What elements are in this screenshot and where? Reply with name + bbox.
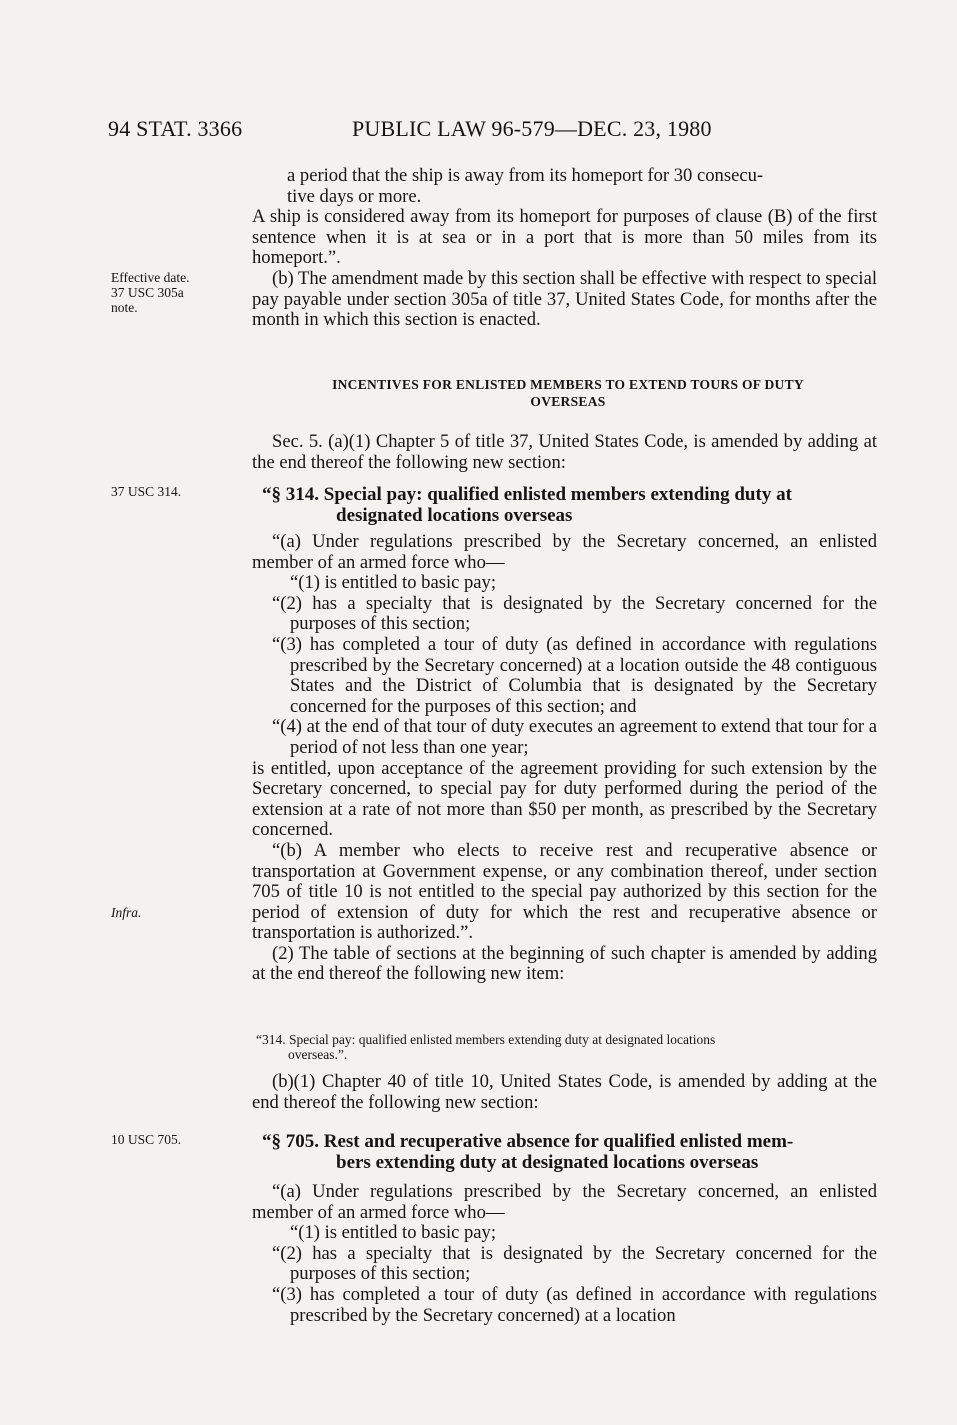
text-block-section-705 <box>252 1182 877 1326</box>
list-item-705-2: “(2) has a specialty that is designated by the Secretary concerned for the purposes of this section; <box>272 1242 877 1285</box>
text-block-sec-b <box>252 1072 877 1113</box>
heading-line: INCENTIVES FOR ENLISTED MEMBERS TO EXTEND TOURS OF DUTY <box>332 377 804 392</box>
paragraph: A ship is considered away from its homeport for purposes of clause (B) of the first sentence when it is at sea or in a port that is more than 50 miles from its homeport.”. <box>252 206 877 269</box>
list-item-314-4: “(4) at the end of that tour of duty executes an agreement to extend that tour for a period of not less than one year; <box>272 716 877 758</box>
section-314-title <box>262 484 877 526</box>
paragraph <box>252 166 877 207</box>
paragraph-314-a: “(a) Under regulations prescribed by the Secretary concerned, an enlisted member of an armed force who— <box>252 531 877 573</box>
text-block-sec5 <box>252 432 877 473</box>
paragraph-effective-date: (b) The amendment made by this section shall be effective with respect to special pay payable under section 305a of title 37, United States Code, for months after the month in which this section is enacted. <box>252 267 877 331</box>
margin-note-line: Effective date. <box>111 270 190 285</box>
section-heading <box>282 376 854 410</box>
list-item-705-1: “(1) is entitled to basic pay; <box>290 1222 497 1244</box>
paragraph-table-amendment: (2) The table of sections at the beginning of such chapter is amended by adding at the end thereof the following new item: <box>252 942 877 985</box>
list-item-705-3: “(3) has completed a tour of duty (as defined in accordance with regulations prescribed by the Secretary concerned) at a location <box>272 1283 877 1326</box>
text-line: tive days or more. <box>287 185 422 207</box>
title-line: designated locations overseas <box>336 505 573 526</box>
list-item-314-2: “(2) has a specialty that is designated by the Secretary concerned for the purposes of this section; <box>272 592 877 635</box>
text-block-ship-homeport <box>252 166 877 331</box>
title-line: “§ 705. Rest and recuperative absence for qualified enlisted mem- <box>262 1131 794 1152</box>
title-line: bers extending duty at designated locations overseas <box>336 1152 759 1173</box>
margin-note-line: note. <box>111 300 138 315</box>
margin-note-effective-date <box>111 270 189 315</box>
paragraph-314-tail: is entitled, upon acceptance of the agreement providing for such extension by the Secretary concerned, to special pay for duty performed during the period of the extension at a rate of not more than $50 per month, as prescribed by the Secretary concerned. <box>252 757 877 841</box>
table-of-sections-item <box>256 1032 876 1062</box>
page-header <box>108 116 868 146</box>
margin-note-37-usc-314: 37 USC 314. <box>111 484 182 499</box>
text-block-section-314 <box>252 532 877 985</box>
list-item-314-3: “(3) has completed a tour of duty (as defined in accordance with regulations prescribed by the Secretary concerned) at a location outside the 48 contiguous States and the District of Columbia that is designated by the Secretary concerned for the purposes of this section; and <box>272 633 877 717</box>
heading-line: OVERSEAS <box>530 394 606 409</box>
paragraph-sec5: Sec. 5. (a)(1) Chapter 5 of title 37, United States Code, is amended by adding at the end thereof the following new section: <box>252 431 877 473</box>
item-line: overseas.”. <box>288 1047 348 1062</box>
section-705-title <box>262 1131 877 1173</box>
title-line: “§ 314. Special pay: qualified enlisted members extending duty at <box>262 484 792 505</box>
paragraph-sec-b: (b)(1) Chapter 40 of title 10, United States Code, is amended by adding at the end thereof the following new section: <box>252 1071 877 1113</box>
paragraph-314-b: “(b) A member who elects to receive rest and recuperative absence or transportation at Government expense, or any combination thereof, under section 705 of title 10 is not entitled to the special pay authorized by this section for the period of extension of duty for which the rest and recuperative absence or transportation is authorized.”. <box>252 839 877 944</box>
margin-note-10-usc-705: 10 USC 705. <box>111 1132 182 1147</box>
margin-note-infra: Infra. <box>111 905 142 920</box>
list-item-314-1: “(1) is entitled to basic pay; <box>290 572 497 594</box>
item-line: “314. Special pay: qualified enlisted members extending duty at designated locations <box>256 1032 716 1047</box>
text-line: a period that the ship is away from its homeport for 30 consecu- <box>287 165 764 186</box>
stat-reference: 94 STAT. 3366 <box>108 116 243 141</box>
paragraph-705-a: “(a) Under regulations prescribed by the Secretary concerned, an enlisted member of an armed force who— <box>252 1181 877 1223</box>
public-law-title: PUBLIC LAW 96-579—DEC. 23, 1980 <box>352 116 712 141</box>
margin-note-line: 37 USC 305a <box>111 285 184 300</box>
